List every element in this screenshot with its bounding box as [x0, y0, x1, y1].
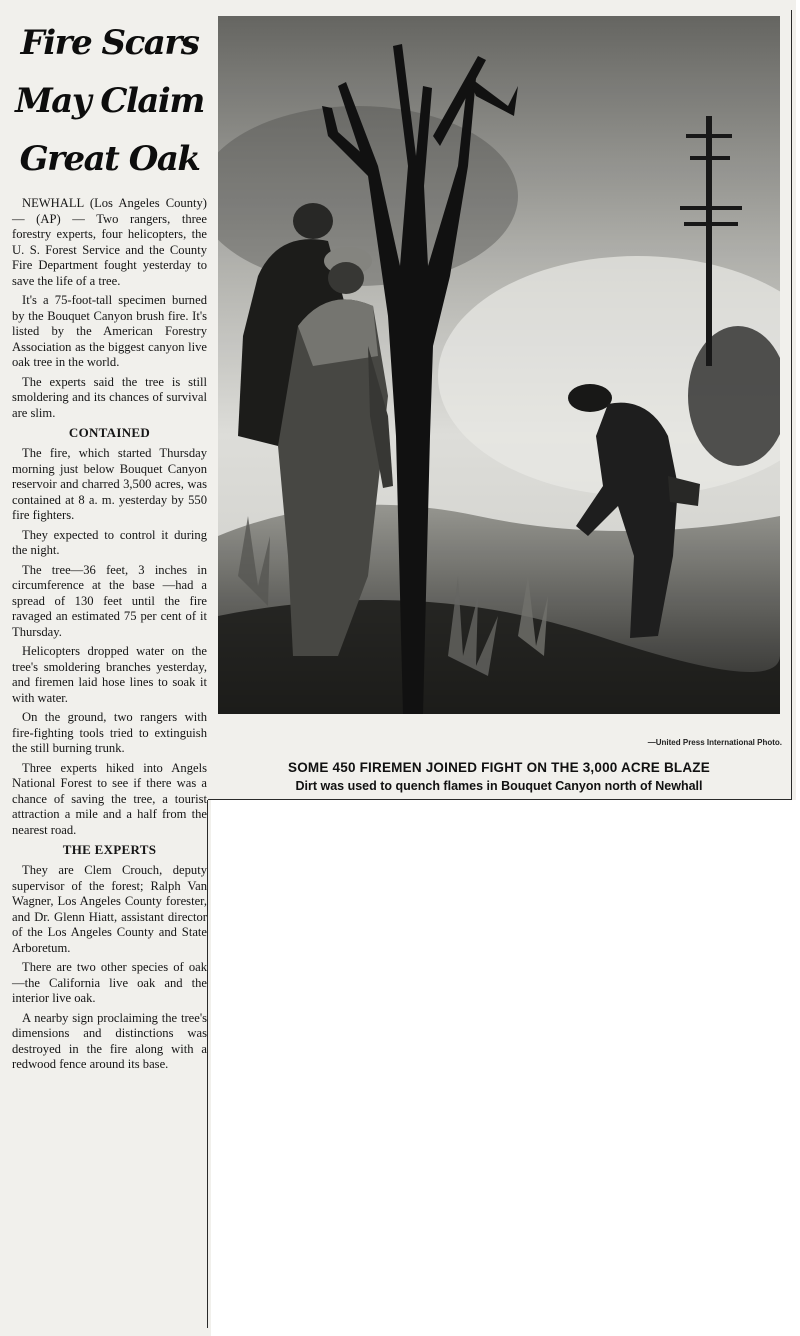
- photo-rule-right: [791, 10, 792, 800]
- paragraph: It's a 75-foot-tall specimen burned by the Bouquet Canyon brush fire. It's listed by the American Forestry Association as the biggest canyon live oak tree in the world.: [12, 293, 207, 369]
- paragraph: They are Clem Crouch, deputy supervisor of the forest; Ralph Van Wagner, Los Angeles County forester, and Dr. Glenn Hiatt, assistant director of the Los Angeles County and State Arboretum.: [12, 863, 207, 955]
- photo-credit: —United Press International Photo.: [647, 738, 782, 747]
- blank-area: [211, 800, 800, 1336]
- paragraph: The fire, which started Thursday morning just below Bouquet Canyon reservoir and charred 3,500 acres, was contained at 8 a. m. yesterday by 550 fire fighters.: [12, 446, 207, 522]
- subheading-experts: THE EXPERTS: [62, 842, 157, 857]
- paragraph: The tree—36 feet, 3 inches in circumference at the base —had a spread of 130 feet until the fire ravaged an estimated 75 per cent of it Thursday.: [12, 562, 207, 639]
- headline-line: Great Oak: [19, 139, 200, 179]
- fire-scene-photo: [218, 16, 780, 714]
- news-photo: [218, 16, 780, 714]
- paragraph: NEWHALL (Los Angeles County) — (AP) — Two rangers, three forestry experts, four helicopters, the U. S. Forest Service and the County Fire Department fought yesterday to save the life of a tree.: [12, 196, 207, 288]
- photo-caption-text: Dirt was used to quench flames in Bouquet Canyon north of Newhall: [295, 779, 703, 793]
- photo-caption-title: SOME 450 FIREMEN JOINED FIGHT ON THE 3,000 ACRE BLAZE: [288, 760, 710, 775]
- paragraph: On the ground, two rangers with fire-fighting tools tried to extinguish the still burning trunk.: [12, 710, 207, 755]
- paragraph: Helicopters dropped water on the tree's smoldering branches yesterday, and firemen laid hose lines to soak it with water.: [12, 644, 207, 705]
- paragraph: A nearby sign proclaiming the tree's dimensions and distinctions was destroyed in the fire along with a redwood fence around its base.: [12, 1010, 207, 1071]
- headline-line: May Claim: [15, 81, 204, 121]
- photo-rule-bottom: [208, 799, 792, 800]
- paragraph: The experts said the tree is still smoldering and its chances of survival are slim.: [12, 374, 207, 420]
- paragraph: Three experts hiked into Angels National Forest to see if there was a chance of saving the tree, a tourist attraction a mile and a half from the nearest road.: [12, 760, 207, 837]
- subheading-contained: CONTAINED: [68, 425, 151, 440]
- column-rule-right: [207, 800, 208, 1328]
- article-column: [12, 14, 207, 1077]
- paragraph: They expected to control it during the night.: [12, 527, 207, 557]
- headline: [12, 14, 207, 188]
- headline-line: Fire Scars: [20, 23, 199, 63]
- paragraph: There are two other species of oak—the California live oak and the interior live oak.: [12, 960, 207, 1005]
